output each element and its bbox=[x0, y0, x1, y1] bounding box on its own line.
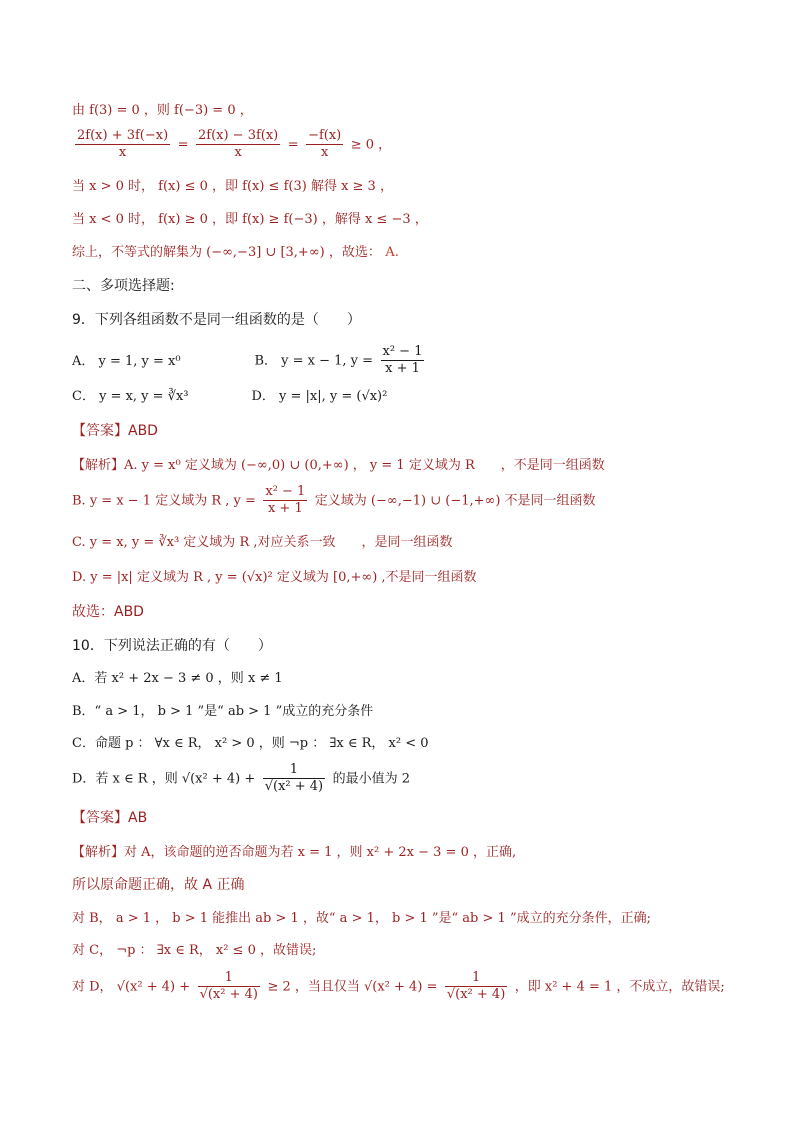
fraction: $\frac{1}{\text{√(x² + 4)}}$ bbox=[446, 970, 506, 1002]
explanation-9-c: C. y = x, y = ∛x³ 定义域为 R ,对应关系一致 ，是同一组函数 bbox=[72, 535, 453, 550]
explanation-10-b: 对 B， a > 1 ， b > 1 能推出 ab > 1 ，故“ a > 1， b > 1 ”是“ ab > 1 ”成立的充分条件，正确; bbox=[72, 911, 651, 926]
solution-line-1: 由 f(3) = 0 ，则 f(−3) = 0 ， bbox=[72, 103, 253, 118]
explanation-10-a: 【解析】对 A，该命题的逆否命题为若 x = 1 ，则 x² + 2x − 3 = 0 ，正确, bbox=[72, 845, 517, 860]
fraction: $\frac{2f(x) - 3f(x)}{x}$ bbox=[197, 128, 279, 160]
explanation-9-b: B. y = x − 1 定义域为 R , y = $\frac{\text{x² − 1}}{x + 1}$ 定义域为 (−∞,−1) ∪ (−1,+∞) 不是同一组函数 bbox=[72, 484, 596, 516]
solution-line-2: $\frac{2f(x) + 3f(-x)}{x}$ = $\frac{2f(x) - 3f(x)}{x}$ = $\frac{-f(x)}{x}$ ≥ 0 ， bbox=[77, 128, 392, 160]
section-heading: 二、多项选择题: bbox=[72, 278, 175, 294]
selection-9: 故选：ABD bbox=[72, 604, 144, 620]
question-10-option-c: C．命题 p ： ∀x ∈ R， x² > 0 ，则 ¬p ： ∃x ∈ R， x² < 0 bbox=[72, 736, 429, 751]
question-9-options-cd bbox=[72, 386, 387, 407]
question-10: 10．下列说法正确的有（ ） bbox=[72, 638, 272, 654]
fraction: $\frac{\text{x² − 1}}{x + 1}$ bbox=[265, 484, 306, 516]
explanation-10-c: 对 C， ¬p ： ∃x ∈ R， x² ≤ 0 ，故错误; bbox=[72, 943, 317, 958]
option-a: A． y = 1, y = x⁰ bbox=[72, 353, 181, 369]
question-10-option-a: A．若 x² + 2x − 3 ≠ 0 ，则 x ≠ 1 bbox=[72, 671, 283, 686]
fraction: $\frac{1}{\text{√(x² + 4)}}$ bbox=[199, 970, 258, 1002]
fraction: $\frac{2f(x) + 3f(-x)}{x}$ bbox=[77, 128, 169, 160]
explanation-10-a-cont: 所以原命题正确，故 A 正确 bbox=[72, 877, 245, 893]
question-9: 9．下列各组函数不是同一组函数的是（ ） bbox=[72, 312, 361, 328]
fraction: $\frac{-f(x)}{x}$ bbox=[308, 128, 342, 160]
solution-line-3: 当 x > 0 时， f(x) ≤ 0 ，即 f(x) ≤ f(3) 解得 x ≥ 3 ， bbox=[72, 179, 393, 194]
answer-10: 【答案】AB bbox=[72, 810, 148, 826]
fraction: $\frac{\text{x² − 1}}{x + 1}$ bbox=[382, 344, 423, 376]
explanation-9-a: 【解析】A. y = x⁰ 定义域为 (−∞,0) ∪ (0,+∞) ， y = 1 定义域为 R ，不是同一组函数 bbox=[72, 458, 605, 473]
question-10-option-b: B．“ a > 1， b > 1 ”是“ ab > 1 ”成立的充分条件 bbox=[72, 704, 374, 719]
solution-line-4: 当 x < 0 时， f(x) ≥ 0 ，即 f(x) ≥ f(−3) ，解得 x ≤ −3 ， bbox=[72, 212, 428, 227]
option-c: C． y = x, y = ∛x³ bbox=[72, 389, 189, 404]
question-9-options-ab bbox=[72, 344, 427, 377]
question-10-option-d: D．若 x ∈ R ，则 √(x² + 4) + $\frac{1}{\text{√(x² + 4)}}$ 的最小值为 2 bbox=[72, 762, 410, 794]
explanation-9-d: D. y = |x| 定义域为 R , y = (√x)² 定义域为 [0,+∞) ,不是同一组函数 bbox=[72, 570, 477, 585]
explanation-10-d: 对 D， √(x² + 4) + $\frac{1}{\text{√(x² + 4)}}$ ≥ 2 ，当且仅当 √(x² + 4) = $\frac{1}{\text{√(x² + 4)}}$ ，即 x² + 4 = 1 ，不成立，故错误; bbox=[72, 970, 725, 1002]
option-d: D． y = |x|, y = (√x)² bbox=[251, 389, 388, 404]
answer-9: 【答案】ABD bbox=[72, 423, 158, 439]
solution-line-5: 综上，不等式的解集为 (−∞,−3] ∪ [3,+∞) ，故选： A. bbox=[72, 245, 399, 260]
option-b: B． y = x − 1, y = bbox=[254, 353, 374, 369]
fraction: $\frac{1}{\text{√(x² + 4)}}$ bbox=[264, 762, 324, 794]
